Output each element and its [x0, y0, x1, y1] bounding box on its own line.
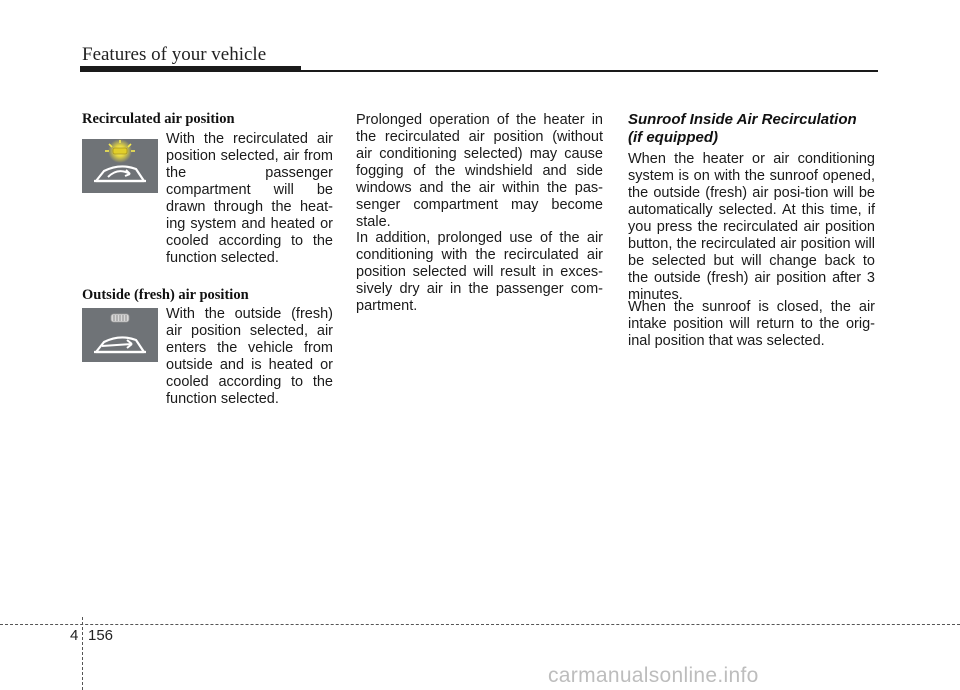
recirculated-description: With the recirculated air position selected, air from the passenger compartment will be drawn through the heat-ing system and heated or cooled according to the function selected.: [166, 131, 333, 266]
footer-dashed-rule: [0, 624, 960, 625]
recirculated-heading: Recirculated air position: [82, 111, 235, 127]
footer-vertical-rule: [82, 617, 83, 690]
recirculated-air-button-icon: [82, 139, 158, 193]
header-rule-thick: [80, 66, 301, 72]
watermark: carmanualsonline.info: [548, 664, 759, 687]
sunroof-heading: [628, 111, 878, 147]
outside-air-button-icon: [82, 308, 158, 362]
middle-paragraph-1: Prolonged operation of the heater in the recirculated air position (without air conditioning selected) may cause fogging of the windshield and side windows and the air within the pas-senger compartment may become stale.: [356, 112, 603, 230]
sunroof-paragraph-1: When the heater or air conditioning system is on with the sunroof opened, the outside (fresh) air posi-tion will be automatically selected. At this time, if you press the recirculated air position button, the recirculated air position will be selected but will change back to the outside (fresh) air position after 3 minutes.: [628, 151, 875, 303]
sunroof-heading-line1: Sunroof Inside Air Recirculation: [628, 111, 857, 128]
sunroof-paragraph-2: When the sunroof is closed, the air intake position will return to the orig-inal position that was selected.: [628, 299, 875, 349]
header-rule-thin: [300, 70, 878, 72]
sunroof-heading-line2: (if equipped): [628, 129, 718, 146]
page-header-title: Features of your vehicle: [82, 44, 267, 65]
chapter-number: 4: [70, 627, 79, 644]
outside-description: With the outside (fresh) air position selected, air enters the vehicle from outside and is heated or cooled according to the function selected.: [166, 306, 333, 407]
outside-heading: Outside (fresh) air position: [82, 287, 249, 303]
page-number: 156: [88, 627, 114, 644]
middle-paragraph-2: In addition, prolonged use of the air conditioning with the recirculated air position selected will result in exces-sively dry air in the passenger com-partment.: [356, 230, 603, 314]
